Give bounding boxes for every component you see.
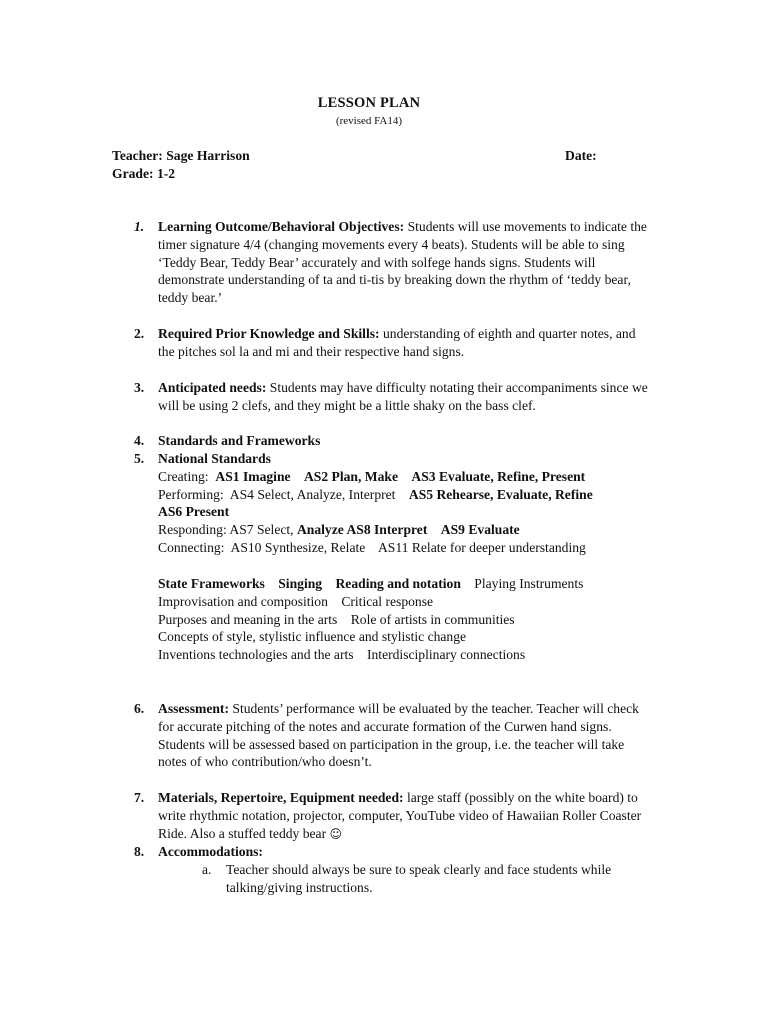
item-text: Students will use movements to indicate the timer signature 4/4 (changing movements every 4 beats). Students will be able to sing ‘Teddy Bear, Teddy Bear’ accurately and with solfege hands signs. Students will demonstrate understanding of ta and ti-tis by breaking down the rhythm of ‘teddy bear, teddy bear.’ xyxy=(158,219,647,306)
framework-reading: Reading and notation xyxy=(335,576,461,591)
item-text: large staff (possibly on the white board) to write rhythmic notation, projector, computer, YouTube video of Hawaiian Roller Coaster Ride. Also a stuffed teddy bear xyxy=(158,790,642,841)
responding-line xyxy=(158,521,694,539)
date-label: Date: xyxy=(565,148,597,163)
item-number: 4. xyxy=(134,433,145,448)
framework-purposes: Purposes and meaning in the arts xyxy=(158,611,338,627)
page-title: LESSON PLAN xyxy=(317,95,421,111)
connecting-label: Connecting: xyxy=(158,539,225,555)
connecting-line xyxy=(158,539,694,557)
teacher-name: Sage Harrison xyxy=(166,148,250,163)
creating-label: Creating: xyxy=(158,468,209,484)
standard-as2: AS2 Plan, Make xyxy=(303,468,398,484)
standard-as1: AS1 Imagine xyxy=(215,468,291,484)
framework-interdisciplinary: Interdisciplinary connections xyxy=(366,647,526,663)
standard-as8: Analyze AS8 Interpret xyxy=(296,522,428,538)
sub-item-accommodation-a xyxy=(202,861,662,897)
framework-improvisation: Improvisation and composition xyxy=(158,593,328,609)
standard-as4: AS4 Select, Analyze, Interpret xyxy=(229,486,396,502)
grade-line xyxy=(112,165,175,183)
performing-label: Performing: xyxy=(158,486,224,502)
list-item-national-standards xyxy=(134,450,694,557)
state-frameworks xyxy=(134,575,694,664)
framework-singing: Singing xyxy=(278,576,323,591)
item-label: Required Prior Knowledge and Skills: xyxy=(158,326,380,341)
item-label: Materials, Repertoire, Equipment needed: xyxy=(158,790,404,805)
list-item-accommodations xyxy=(134,843,654,861)
grade-value: 1-2 xyxy=(156,166,176,181)
item-label: National Standards xyxy=(158,451,271,466)
list-item-prior-knowledge xyxy=(134,325,654,361)
standard-as10: AS10 Synthesize, Relate xyxy=(230,539,366,555)
item-label: Standards and Frameworks xyxy=(158,433,321,448)
framework-critical: Critical response xyxy=(341,593,434,609)
item-number: 3. xyxy=(134,380,145,395)
state-frameworks-label: State Frameworks xyxy=(158,576,265,591)
framework-inventions: Inventions technologies and the arts xyxy=(158,647,354,663)
standard-as3: AS3 Evaluate, Refine, Present xyxy=(411,468,586,484)
item-text: Students may have difficulty notating their accompaniments since we will be using 2 clefs, and they might be a little shaky on the bass clef. xyxy=(158,380,648,413)
sub-item-letter: a. xyxy=(202,862,212,877)
grade-label: Grade: xyxy=(112,166,154,181)
item-number: 7. xyxy=(134,790,145,805)
standard-as11: AS11 Relate for deeper understanding xyxy=(377,539,586,555)
item-text: Students’ performance will be evaluated by the teacher. Teacher will check for accurate pitching of the notes and accurate formation of the Curwen hand signs. Students will be assessed based on participation in the group, i.e. the teacher will take notes of who contribution/who doesn’t. xyxy=(158,701,639,770)
list-item-learning-outcome xyxy=(134,218,654,307)
framework-concepts: Concepts of style, stylistic influence and stylistic change xyxy=(158,629,467,645)
sub-item-text: Teacher should always be sure to speak clearly and face students while talking/giving instructions. xyxy=(226,862,612,895)
item-number: 8. xyxy=(134,844,145,859)
standard-as9: AS9 Evaluate xyxy=(440,522,520,538)
teacher-label: Teacher: xyxy=(112,148,163,163)
smiley-icon: ☺ xyxy=(329,826,343,841)
standard-as6: AS6 Present xyxy=(158,504,230,520)
item-label: Learning Outcome/Behavioral Objectives: xyxy=(158,219,405,234)
framework-playing: Playing Instruments xyxy=(474,576,584,591)
standard-as5: AS5 Rehearse, Evaluate, Refine xyxy=(408,486,593,502)
performing-line xyxy=(158,486,694,504)
list-item-materials xyxy=(134,789,654,843)
item-text: understanding of eighth and quarter notes, and the pitches sol la and mi and their respective hand signs. xyxy=(158,326,636,359)
item-label: Accommodations: xyxy=(158,844,263,859)
framework-role: Role of artists in communities xyxy=(350,611,515,627)
item-label: Anticipated needs: xyxy=(158,380,267,395)
creating-line xyxy=(158,468,694,486)
list-item-assessment xyxy=(134,700,654,771)
page-subtitle: (revised FA14) xyxy=(335,115,403,127)
standard-as7: AS7 Select, xyxy=(229,522,294,538)
list-item-anticipated-needs xyxy=(134,379,654,415)
teacher-line xyxy=(112,147,250,165)
list-item-standards xyxy=(134,432,654,450)
item-label: Assessment: xyxy=(158,701,229,716)
item-number: 6. xyxy=(134,701,145,716)
item-number: 2. xyxy=(134,326,145,341)
responding-label: Responding: xyxy=(158,522,227,538)
item-number: 5. xyxy=(134,451,145,466)
item-number: 1. xyxy=(134,219,145,234)
